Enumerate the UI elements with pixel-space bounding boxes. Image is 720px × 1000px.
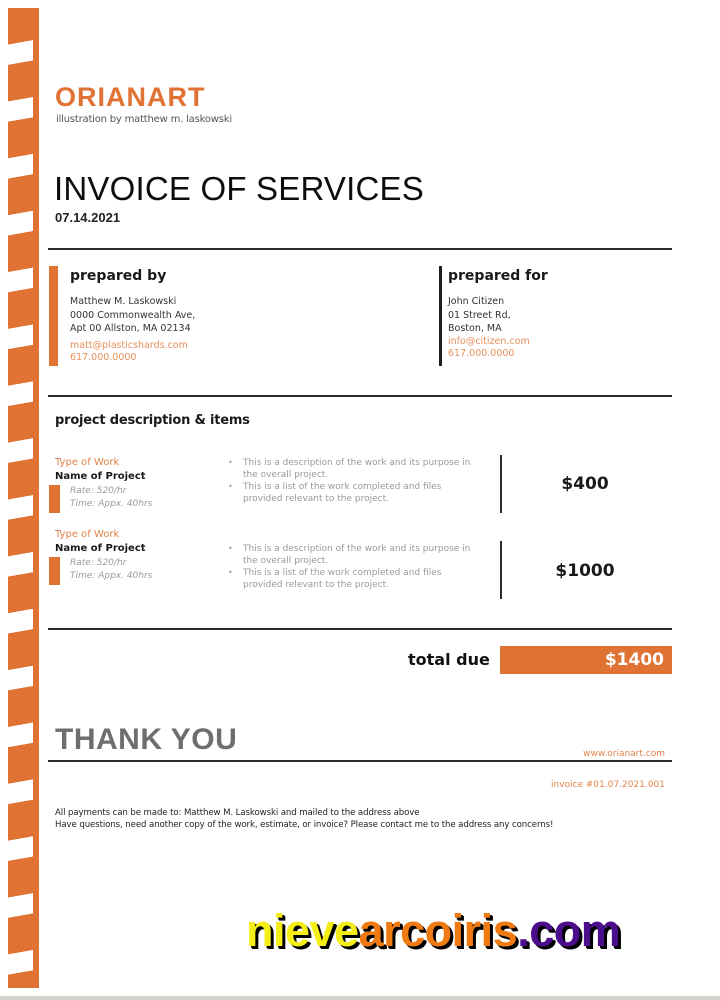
watermark-part: .com: [517, 905, 621, 956]
address-line: Boston, MA: [448, 323, 502, 334]
prepared-by-phone: 617.000.0000: [70, 352, 137, 363]
thank-you-heading: THANK YOU: [55, 723, 238, 756]
invoice-number: invoice #01.07.2021.001: [551, 780, 665, 790]
watermark-logo: [246, 905, 620, 957]
item-accent-bar: [49, 557, 60, 585]
accent-bar: [49, 266, 58, 366]
stripe-spine: [33, 8, 39, 988]
watermark-part: nieve: [246, 905, 359, 956]
item-name: Name of Project: [55, 471, 146, 482]
items-section-heading: project description & items: [55, 413, 250, 428]
prepared-by-heading: prepared by: [70, 268, 167, 284]
contact-note: Have questions, need another copy of the work, estimate, or invoice? Please contact me to the address any concerns!: [55, 820, 554, 830]
item-bullet: • This is a list of the work completed and files provided relevant to the project.: [228, 567, 483, 591]
prepared-for-heading: prepared for: [448, 268, 548, 284]
item-meta: [70, 485, 152, 511]
decorative-stripe-band: [8, 8, 39, 988]
address-line: Apt 00 Allston, MA 02134: [70, 323, 191, 334]
address-line: John Citizen: [448, 296, 505, 307]
item-type: Type of Work: [55, 529, 120, 540]
divider-rule: [48, 248, 672, 250]
item-rate: Rate: 520/hr: [70, 486, 127, 496]
divider-rule: [48, 760, 672, 762]
watermark-part: arcoiris: [358, 905, 518, 956]
address-line: 01 Street Rd,: [448, 309, 511, 321]
invoice-title: INVOICE OF SERVICES: [54, 170, 424, 207]
prepared-for-phone: 617.000.0000: [448, 348, 515, 359]
divider-rule: [48, 628, 672, 630]
item-description-list: [228, 543, 483, 591]
item-divider: [500, 541, 502, 599]
prepared-for-email[interactable]: info@citizen.com: [448, 335, 530, 347]
address-line: 0000 Commonwealth Ave,: [70, 309, 196, 321]
item-description-list: [228, 457, 483, 505]
item-type: Type of Work: [55, 457, 120, 468]
prepared-by-email[interactable]: matt@plasticshards.com: [70, 339, 188, 351]
prepared-by-address: [70, 295, 195, 365]
brand-logo: ORIANART: [55, 82, 206, 112]
item-divider: [500, 455, 502, 513]
payment-note: All payments can be made to: Matthew M. Laskowski and mailed to the address above: [55, 808, 420, 818]
page-edge: [0, 996, 720, 1000]
brand-tagline: illustration by matthew m. laskowski: [56, 114, 232, 125]
item-bullet: • This is a list of the work completed and files provided relevant to the project.: [228, 481, 483, 505]
item-bullet: • This is a description of the work and its purpose in the overall project.: [228, 543, 483, 567]
total-label: total due: [408, 650, 490, 669]
address-line: Matthew M. Laskowski: [70, 296, 177, 307]
item-time: Time: Appx. 40hrs: [70, 571, 153, 581]
invoice-date: 07.14.2021: [55, 210, 121, 225]
divider-bar: [439, 266, 442, 366]
item-bullet: • This is a description of the work and its purpose in the overall project.: [228, 457, 483, 481]
divider-rule: [48, 395, 672, 397]
item-price: $400: [561, 474, 609, 494]
item-name: Name of Project: [55, 543, 146, 554]
item-accent-bar: [49, 485, 60, 513]
prepared-for-address: [448, 295, 530, 361]
item-meta: [70, 557, 152, 583]
total-value: $1400: [604, 650, 664, 670]
website-link[interactable]: www.orianart.com: [583, 749, 665, 759]
item-price: $1000: [555, 561, 615, 581]
total-box: [500, 646, 672, 674]
item-rate: Rate: 520/hr: [70, 558, 127, 568]
item-time: Time: Appx. 40hrs: [70, 499, 153, 509]
